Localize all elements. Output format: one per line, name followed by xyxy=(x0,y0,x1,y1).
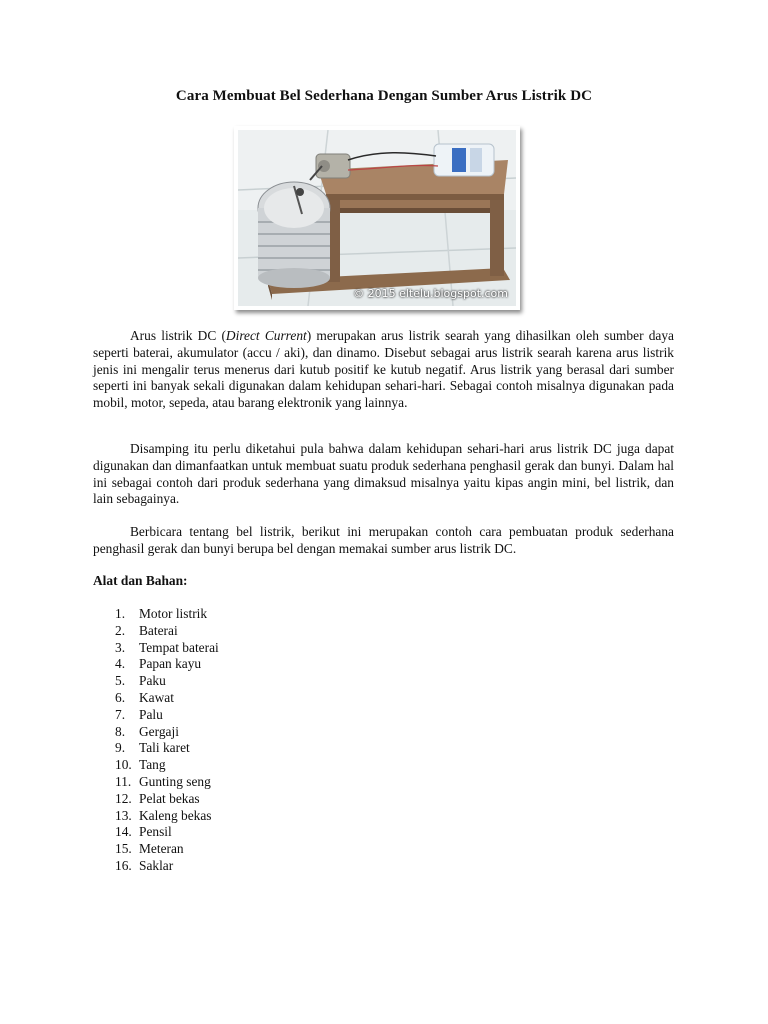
list-item-label: Tali karet xyxy=(139,740,190,756)
list-item-label: Tempat baterai xyxy=(139,639,219,655)
list-item xyxy=(115,690,219,707)
list-item-number: 2. xyxy=(115,622,126,638)
paragraph-dc-current xyxy=(93,328,674,412)
list-item xyxy=(115,791,219,808)
list-item-number: 7. xyxy=(115,706,126,722)
list-item-number: 14. xyxy=(115,824,132,840)
list-item-number: 4. xyxy=(115,656,126,672)
list-item xyxy=(115,740,219,757)
bell-photo xyxy=(238,130,516,306)
materials-list xyxy=(115,606,219,875)
list-item-number: 11. xyxy=(115,773,132,789)
list-item-number: 15. xyxy=(115,841,132,857)
list-item-label: Kawat xyxy=(139,689,174,705)
list-item-label: Motor listrik xyxy=(139,606,208,621)
list-item-number: 9. xyxy=(115,740,126,756)
list-item-number: 10. xyxy=(115,757,132,773)
paragraph-1-emphasis: Direct Current xyxy=(225,328,307,343)
list-item-label: Meteran xyxy=(139,841,184,857)
document-title: Cara Membuat Bel Sederhana Dengan Sumber Arus Listrik DC xyxy=(175,88,593,104)
list-item-number: 8. xyxy=(115,723,126,739)
list-item-label: Gunting seng xyxy=(139,773,211,789)
list-item-number: 16. xyxy=(115,857,132,873)
list-item xyxy=(115,774,219,791)
paragraph-bell-intro: Berbicara tentang bel listrik, berikut ini merupakan contoh cara pembuatan produk sederhana penghasil gerak dan bunyi berupa bel dengan memakai sumber arus listrik DC. xyxy=(93,524,674,556)
list-item xyxy=(115,724,219,741)
list-item-number: 3. xyxy=(115,639,126,655)
list-item xyxy=(115,623,219,640)
list-item-number: 6. xyxy=(115,689,126,705)
photo-watermark: © 2015 eltelu.blogspot.com xyxy=(353,287,508,300)
list-item-label: Saklar xyxy=(139,857,174,873)
list-item-number: 5. xyxy=(115,673,126,689)
list-item xyxy=(115,707,219,724)
list-item xyxy=(115,858,219,875)
list-item-label: Pensil xyxy=(139,824,172,840)
list-item-label: Kaleng bekas xyxy=(139,807,212,823)
list-item-label: Palu xyxy=(139,706,163,722)
paragraph-1-start: Arus listrik DC ( xyxy=(130,328,226,343)
list-item xyxy=(115,640,219,657)
list-item-label: Tang xyxy=(139,757,166,773)
list-item-label: Pelat bekas xyxy=(139,790,200,806)
paragraph-dc-usage: Disamping itu perlu diketahui pula bahwa dalam kehidupan sehari-hari arus listrik DC juga dapat digunakan dan dimanfaatkan untuk membuat suatu produk sederhana penghasil gerak dan bunyi. Dalam hal ini sebagai contoh dari produk sederhana yang dimaksud misalnya yaitu kipas angin mini, bel listrik, dan lain sebagainya. xyxy=(93,441,674,507)
list-item xyxy=(115,808,219,825)
list-item-label: Paku xyxy=(139,673,166,689)
list-item-label: Baterai xyxy=(139,622,178,638)
bell-photo-frame xyxy=(234,126,520,310)
list-item-number: 1. xyxy=(115,606,126,621)
list-item-number: 12. xyxy=(115,790,132,806)
list-item-label: Papan kayu xyxy=(139,656,202,672)
list-item-label: Gergaji xyxy=(139,723,179,739)
list-item-number: 13. xyxy=(115,807,132,823)
list-item xyxy=(115,757,219,774)
list-item xyxy=(115,841,219,858)
list-item xyxy=(115,606,219,623)
paragraph-1-rest: ) merupakan arus listrik searah yang dihasilkan oleh sumber daya seperti baterai, akumulator (accu / aki), dan dinamo. Disebut sebagai arus listrik searah karena arus listrik jenis ini mengalir terus menerus dari kutub positif ke kutub negatif. Arus listrik yang berasal dari sumber seperti ini banyak sekali digunakan dalam kehidupan sehari-hari. Sebagai contoh misalnya digunakan pada mobil, motor, sepeda, atau barang elektronik yang lainnya. xyxy=(93,328,674,411)
list-item xyxy=(115,673,219,690)
list-item xyxy=(115,656,219,673)
section-heading: Alat dan Bahan: xyxy=(93,573,188,588)
list-item xyxy=(115,824,219,841)
